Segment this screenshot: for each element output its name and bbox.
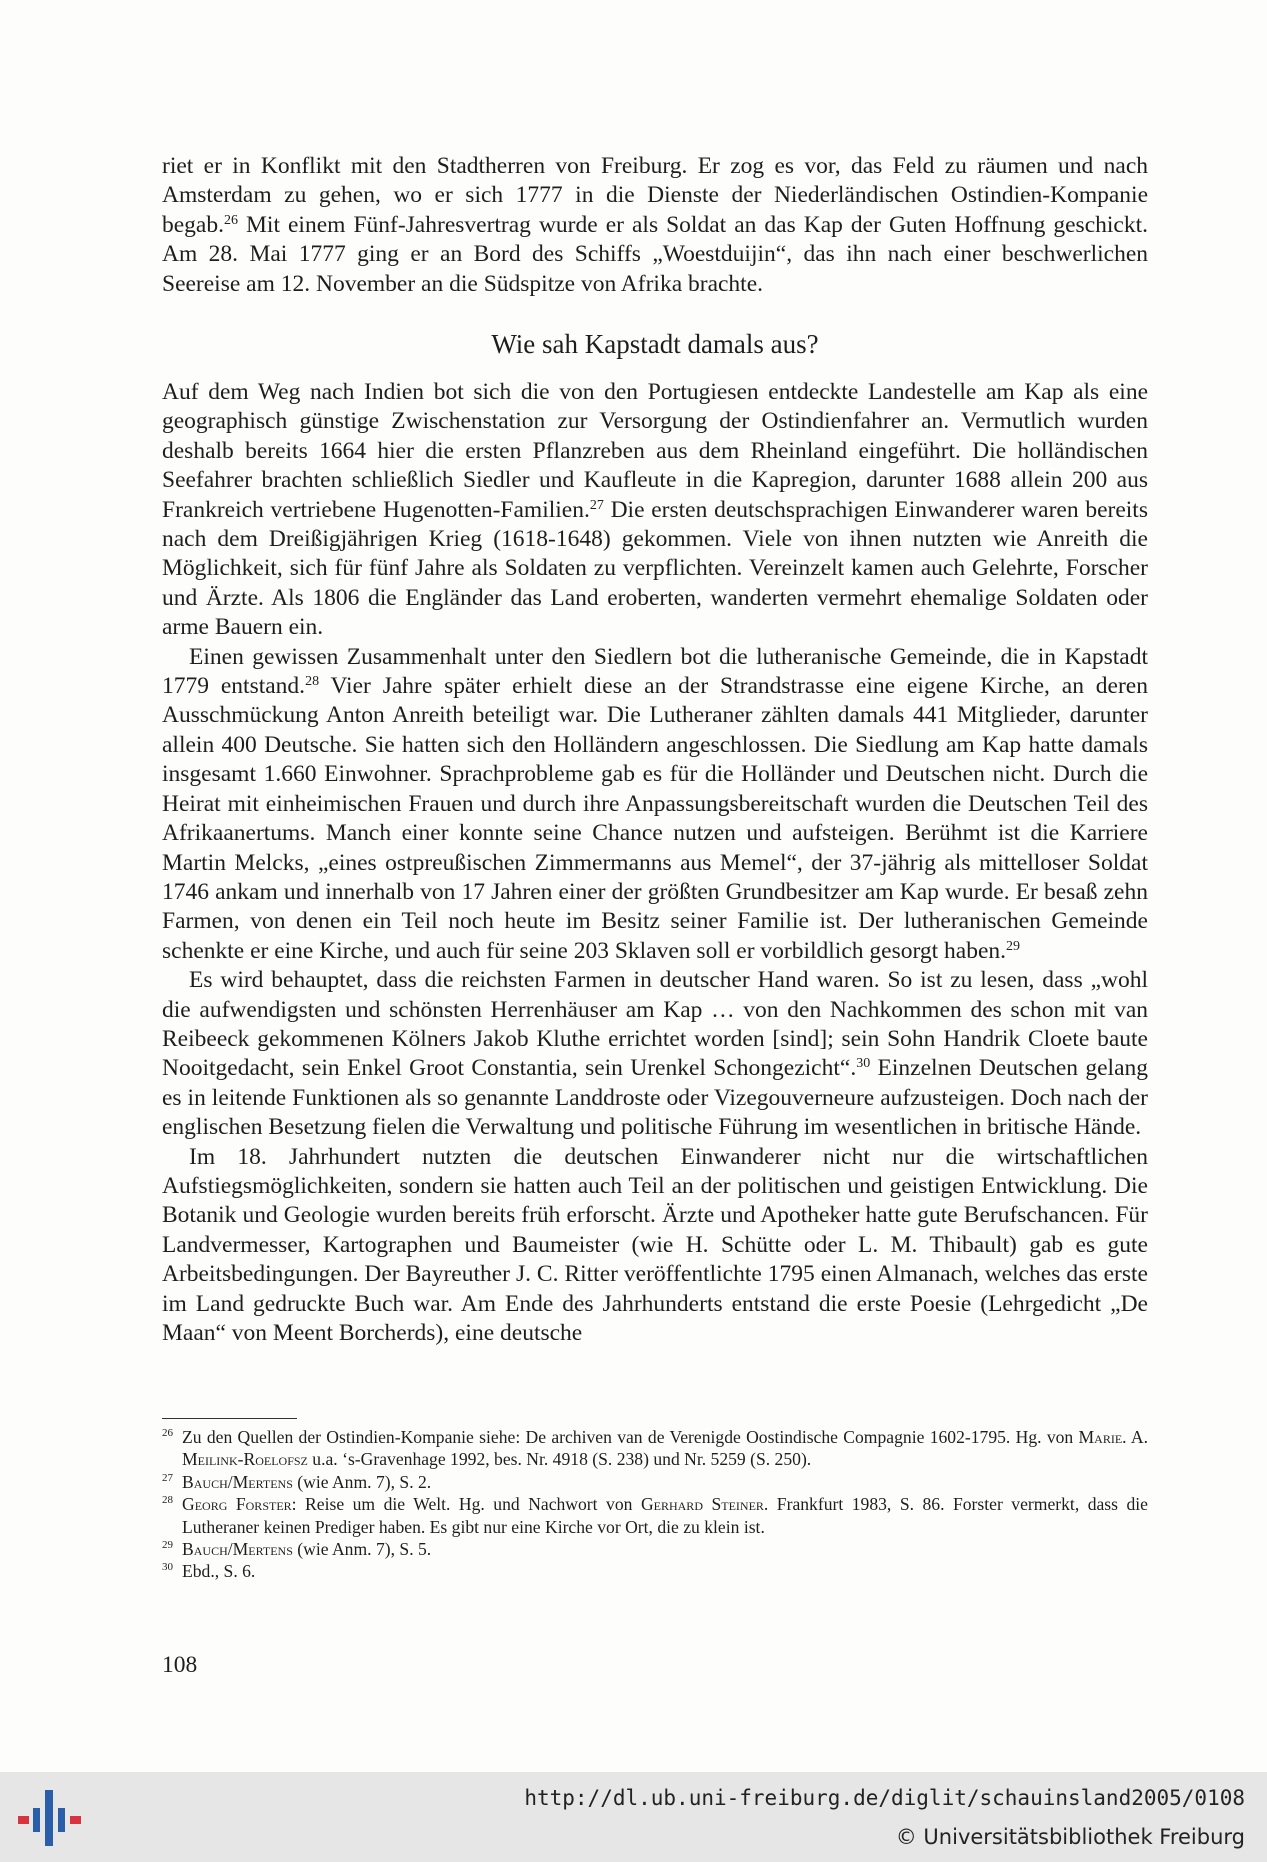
- footnote-27: 27 Bauch/Mertens (wie Anm. 7), S. 2.: [162, 1471, 432, 1492]
- permalink-url[interactable]: http://dl.ub.uni-freiburg.de/diglit/schauinsland2005/0108: [524, 1786, 1245, 1810]
- footnote-28: 28 Georg Forster: Reise um die Welt. Hg. und Nachwort von Gerhard Steiner. Frankfurt 1983, S. 86. Forster vermerkt, dass die Lutheraner keinen Prediger haben. Es gibt nur eine Kirche vor Ort, die zu klein ist.: [162, 1494, 1148, 1537]
- viewer-footer: [0, 1772, 1267, 1862]
- footnote-30: 30 Ebd., S. 6.: [162, 1561, 256, 1582]
- body-paragraph-1: Auf dem Weg nach Indien bot sich die von den Portugiesen entdeckte Landestelle am Kap als eine geographisch günstige Zwischenstation zur Versorgung der Ostindienfahrer an. Vermutlich wurden deshalb bereits 1664 hier die ersten Pflanzreben aus dem Rheinland eingeführt. Die holländischen Seefahrer brachten schließlich Siedler und Kaufleute in die Kapregion, darunter 1688 allein 200 aus Frankreich vertriebene Hugenotten-Familien.$^{27}$ Die ersten deutschsprachigen Einwanderer waren bereits nach dem Dreißigjährigen Krieg (1618-1648) gekommen. Viele von ihnen nutzten wie Anreith die Möglichkeit, sich für fünf Jahre als Soldaten zu verpflichten. Vereinzelt kamen auch Gelehrte, Forscher und Ärzte. Als 1806 die Engländer das Land eroberten, wanderten vermehrt ehemalige Soldaten oder arme Bauern ein.: [162, 379, 1148, 641]
- footnote-ref-26[interactable]: 26: [224, 212, 238, 228]
- footnote-number: 27: [162, 1471, 173, 1484]
- footnote-number: 29: [162, 1539, 173, 1552]
- footnote-divider: [162, 1418, 297, 1419]
- copyright-notice: © Universitätsbibliothek Freiburg: [895, 1825, 1245, 1849]
- footnote-26: 26 Zu den Quellen der Ostindien-Kompanie siehe: De archiven van de Verenigde Oostindische Compagnie 1602-1795. Hg. von Marie. A. Meilink-Roelofsz u.a. ‘s-Gravenhage 1992, bes. Nr. 4918 (S. 238) und Nr. 5259 (S. 250).: [162, 1427, 1149, 1470]
- footnote-ref-30[interactable]: 30: [856, 1056, 871, 1072]
- footnote-ref-27[interactable]: 27: [589, 497, 604, 513]
- footnote-ref-29[interactable]: 29: [1006, 938, 1021, 954]
- page-number: 108: [162, 1652, 198, 1678]
- footnote-number: 28: [162, 1494, 173, 1507]
- body-paragraph-2: Einen gewissen Zusammenhalt unter den Siedlern bot die lutheranische Gemeinde, die in Kapstadt 1779 entstand.$^{28}$ Vier Jahre später erhielt diese an der Strandstrasse eine eigene Kirche, an deren Ausschmückung Anton Anreith beteiligt war. Die Lutheraner zählten damals 441 Mitglieder, darunter allein 400 Deutsche. Sie hatten sich den Holländern angeschlossen. Die Siedlung am Kap hatte damals insgesamt 1.660 Einwohner. Sprachprobleme gab es für die Holländer und Deutschen nicht. Durch die Heirat mit einheimischen Frauen und durch ihre Anpassungsbereitschaft wurden die Deutschen Teil des Afrikaanertums. Manch einer konnte seine Chance nutzen und aufsteigen. Berühmt ist die Karriere Martin Melcks, „eines ostpreußischen Zimmermanns aus Memel“, der 37-jährig als mittelloser Soldat 1746 ankam und innerhalb von 17 Jahren einer der größten Grundbesitzer am Kap wurde. Er besaß zehn Farmen, von denen ein Teil noch heute im Besitz seiner Familie ist. Der lutheranischen Gemeinde schenkte er eine Kirche, und auch für seine 203 Sklaven soll er vorbildlich gesorgt haben.$^{29}$: [162, 643, 1148, 964]
- body-paragraph-4: Im 18. Jahrhundert nutzten die deutschen Einwanderer nicht nur die wirtschaftlichen Aufstiegsmöglichkeiten, sondern sie hatten auch Teil an der politischen und geistigen Entwicklung. Die Botanik und Geologie wurden bereits früh erforscht. Ärzte und Apotheker hatte gute Berufschancen. Für Landvermesser, Kartographen und Baumeister (wie H. Schütte oder L. M. Thibault) gab es gute Arbeitsbedingungen. Der Bayreuther J. C. Ritter veröffentlichte 1795 einen Almanach, welches das erste im Land gedruckte Buch war. Am Ende des Jahrhunderts entstand die erste Poesie (Lehrgedicht „De Maan“ von Meent Borcherds), eine deutsche: [162, 1143, 1148, 1346]
- body-paragraph-3: Es wird behauptet, dass die reichsten Farmen in deutscher Hand waren. So ist zu lesen, dass „wohl die aufwendigsten und schönsten Herrenhäuser am Kap … von den Nachkommen des schon mit van Reibeeck gekommenen Kölners Jakob Kluthe errichtet worden [sind]; sein Sohn Handrik Cloete baute Nooitgedacht, sein Enkel Groot Constantia, sein Urenkel Schongezicht“.$^{30}$ Einzelnen Deutschen gelang es in leitende Funktionen als so genannte Landdroste oder Vizegouverneure aufzusteigen. Doch nach der englischen Besetzung fielen die Verwaltung und politische Führung im wesentlichen in britische Hände.: [162, 967, 1149, 1141]
- footnote-number: 26: [162, 1427, 173, 1439]
- ub-freiburg-logo-icon[interactable]: [14, 1786, 84, 1850]
- footnote-number: 30: [162, 1561, 173, 1574]
- footnote-29: 29 Bauch/Mertens (wie Anm. 7), S. 5.: [162, 1539, 432, 1560]
- section-body: [162, 378, 1148, 1348]
- footnote-ref-28[interactable]: 28: [305, 674, 320, 690]
- intro-paragraph: riet er in Konflikt mit den Stadtherren von Freiburg. Er zog es vor, das Feld zu räumen und nach Amsterdam zu gehen, wo er sich 1777 in die Dienste der Niederländischen Ostindien-Kompanie begab.$^{26}$ Mit einem Fünf-Jahresvertrag wurde er als Soldat an das Kap der Guten Hoffnung geschickt. Am 28. Mai 1777 ging er an Bord des Schiffs „Woestduijin“, das ihn nach einer beschwerlichen Seereise am 12. November an die Südspitze von Afrika brachte.: [162, 153, 1148, 297]
- footnotes: [162, 1426, 1148, 1583]
- intro-paragraph-block: [162, 152, 1148, 299]
- section-heading: Wie sah Kapstadt damals aus?: [491, 329, 819, 359]
